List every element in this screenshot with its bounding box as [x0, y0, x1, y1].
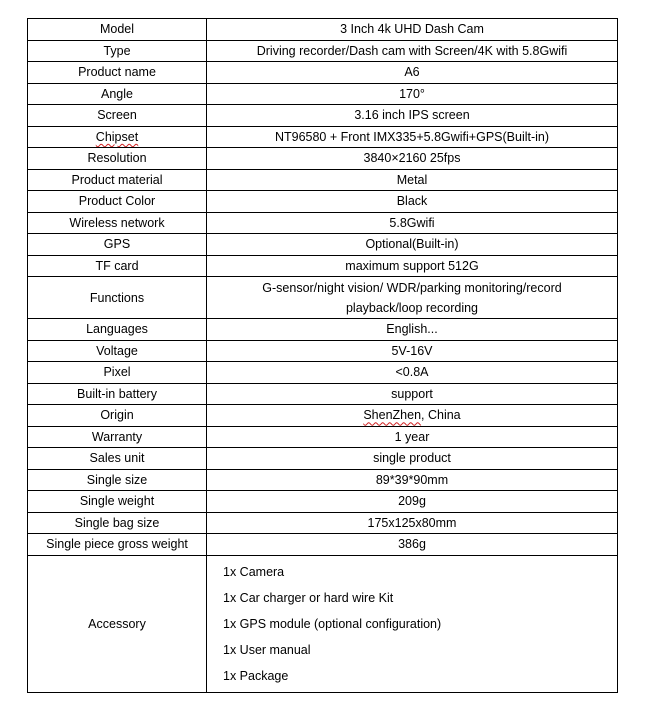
spec-value-line: G-sensor/night vision/ WDR/parking monitoring/record	[262, 280, 562, 295]
spec-value: Driving recorder/Dash cam with Screen/4K with 5.8Gwifi	[207, 40, 618, 62]
spec-value: Optional(Built-in)	[207, 234, 618, 256]
spec-label-text: Chipset	[95, 129, 139, 144]
spec-label: Wireless network	[28, 212, 207, 234]
spec-value: 3.16 inch IPS screen	[207, 105, 618, 127]
spec-value: maximum support 512G	[207, 255, 618, 277]
spec-value	[207, 277, 618, 319]
table-row	[28, 362, 618, 384]
spec-label: Single bag size	[28, 512, 207, 534]
spec-table	[27, 18, 618, 693]
spec-value: 89*39*90mm	[207, 469, 618, 491]
spec-value: 209g	[207, 491, 618, 513]
table-row	[28, 105, 618, 127]
spec-value: 5V-16V	[207, 340, 618, 362]
table-row	[28, 555, 618, 692]
spec-value: Black	[207, 191, 618, 213]
spec-label: Model	[28, 19, 207, 41]
spec-label: Languages	[28, 319, 207, 341]
accessory-list	[207, 555, 618, 692]
spec-value: Metal	[207, 169, 618, 191]
spec-label: Single piece gross weight	[28, 534, 207, 556]
table-row	[28, 277, 618, 319]
spec-label: Screen	[28, 105, 207, 127]
spec-label: Warranty	[28, 426, 207, 448]
table-row	[28, 534, 618, 556]
table-row	[28, 340, 618, 362]
spec-value: <0.8A	[207, 362, 618, 384]
spec-label: Built-in battery	[28, 383, 207, 405]
origin-country: , China	[421, 408, 461, 423]
spec-label: Origin	[28, 405, 207, 427]
table-row	[28, 40, 618, 62]
spec-value: A6	[207, 62, 618, 84]
spec-value-line: playback/loop recording	[345, 300, 479, 315]
spec-label: Sales unit	[28, 448, 207, 470]
table-row	[28, 383, 618, 405]
accessory-item: 1x Package	[223, 668, 289, 683]
spec-value: 1 year	[207, 426, 618, 448]
spec-value: 3840×2160 25fps	[207, 148, 618, 170]
table-row	[28, 426, 618, 448]
spec-label: Product Color	[28, 191, 207, 213]
spec-label	[28, 126, 207, 148]
spec-label: Accessory	[28, 555, 207, 692]
spec-value	[207, 405, 618, 427]
table-row	[28, 234, 618, 256]
spec-value: 175x125x80mm	[207, 512, 618, 534]
origin-city: ShenZhen	[363, 408, 422, 423]
table-row	[28, 405, 618, 427]
accessory-item: 1x Car charger or hard wire Kit	[223, 590, 394, 605]
spec-value: support	[207, 383, 618, 405]
table-row	[28, 169, 618, 191]
spec-value: single product	[207, 448, 618, 470]
table-row	[28, 319, 618, 341]
spec-value: 386g	[207, 534, 618, 556]
table-row	[28, 448, 618, 470]
table-row	[28, 491, 618, 513]
spec-value: 3 Inch 4k UHD Dash Cam	[207, 19, 618, 41]
accessory-item: 1x GPS module (optional configuration)	[223, 616, 442, 631]
spec-label: Product name	[28, 62, 207, 84]
table-row	[28, 126, 618, 148]
table-row	[28, 148, 618, 170]
table-row	[28, 255, 618, 277]
spec-label: Pixel	[28, 362, 207, 384]
spec-value: 5.8Gwifi	[207, 212, 618, 234]
accessory-item: 1x User manual	[223, 642, 311, 657]
spec-value: NT96580 + Front IMX335+5.8Gwifi+GPS(Built-in)	[207, 126, 618, 148]
spec-label: TF card	[28, 255, 207, 277]
table-row	[28, 62, 618, 84]
spec-label: Product material	[28, 169, 207, 191]
accessory-item: 1x Camera	[223, 564, 285, 579]
spec-label: Angle	[28, 83, 207, 105]
spec-label: GPS	[28, 234, 207, 256]
table-row	[28, 83, 618, 105]
table-row	[28, 469, 618, 491]
table-row	[28, 512, 618, 534]
spec-label: Type	[28, 40, 207, 62]
table-row	[28, 191, 618, 213]
spec-label: Functions	[28, 277, 207, 319]
spec-value: 170°	[207, 83, 618, 105]
table-row	[28, 19, 618, 41]
spec-label: Single size	[28, 469, 207, 491]
spec-label: Voltage	[28, 340, 207, 362]
table-row	[28, 212, 618, 234]
spec-value: English...	[207, 319, 618, 341]
spec-label: Resolution	[28, 148, 207, 170]
spec-label: Single weight	[28, 491, 207, 513]
